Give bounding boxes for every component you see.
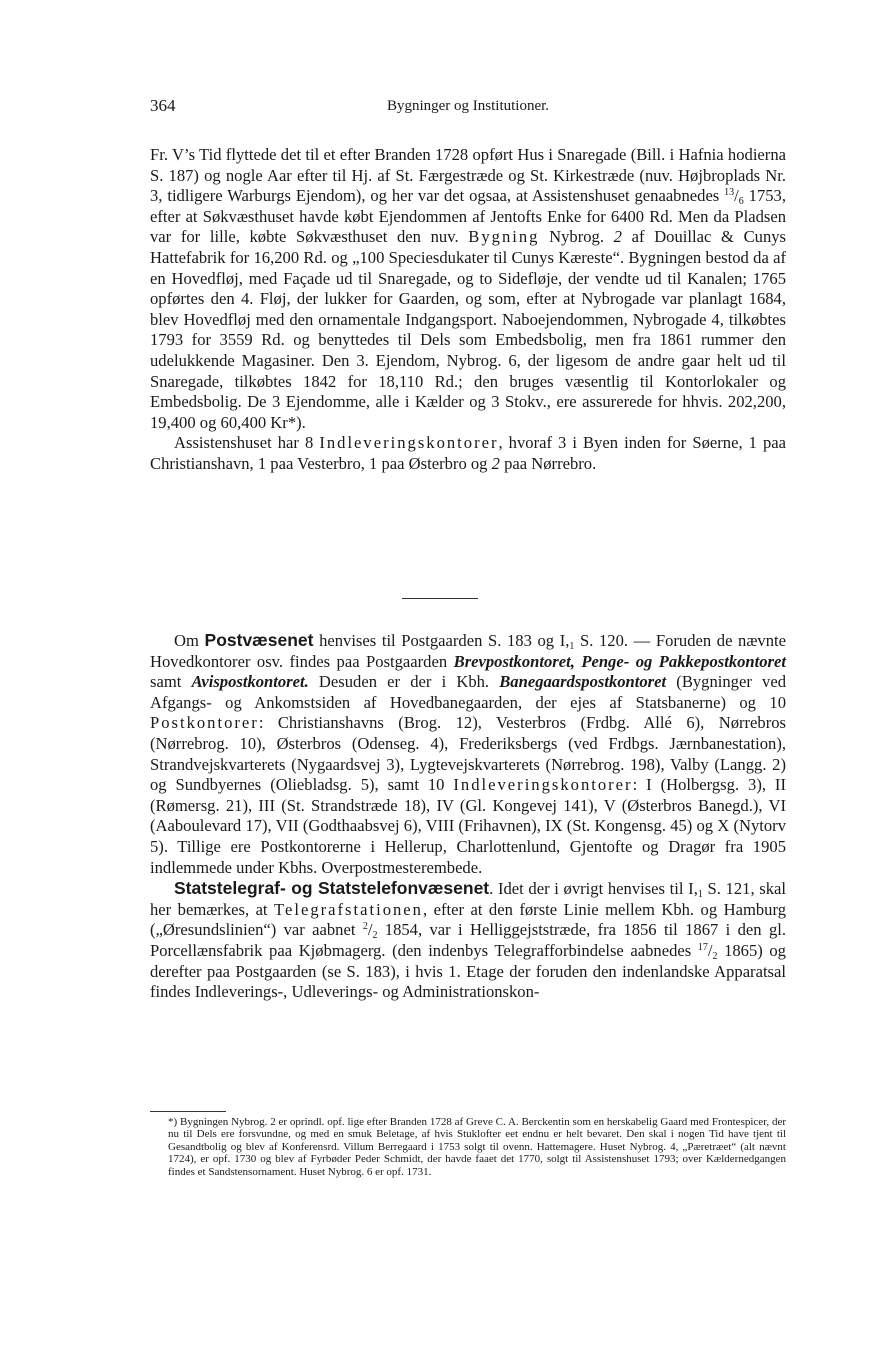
heading-postvaesenet: Postvæsenet: [204, 630, 314, 650]
section-postvaesenet: [150, 630, 786, 1003]
page-header: [150, 96, 786, 120]
section-assistenshuset: [150, 145, 786, 475]
footnote: [168, 1116, 786, 1178]
running-title: Bygninger og Institutioner.: [386, 98, 550, 114]
footnote-rule: [150, 1111, 226, 1112]
paragraph-indleveringskontorer: Assistenshuset har 8 Indleveringskontorer, hvoraf 3 i Byen inden for Søerne, 1 paa Christianshavn, 1 paa Vesterbro, 1 paa Østerbro og 2 paa Nørrebro.: [150, 433, 786, 473]
heading-telegrafvaesenet: Statstelegraf- og Statstelefonvæsenet: [174, 878, 490, 899]
footnote-text: *) Bygningen Nybrog. 2 er oprindl. opf. lige efter Branden 1728 af Greve C. A. Berckentin som en herskabelig Gaard med Frontespicer, der nu til Dels ere forsvundne, og med en smuk Beletage, af hvis Stuklofter eet endnu er helt bevaret. Den skal i nogen Tid have tjent til Gesandtbolig og blev af Konferensrd. Villum Berregaard i 1753 solgt til ovenn. Hattemagere. Huset Nybrog. 4, „Pæretræet“ (alt nævnt 1724), er opf. 1730 og blev af Fyrbøder Peder Schmidt, der havde faaet det 1770, solgt til Assistenshuset 1793; over Kældernedgangen findes et Sandstensornament. Huset Nybrog. 6 er opf. 1731.: [168, 1116, 786, 1178]
page-number: 364: [150, 96, 176, 115]
paragraph-assistenshuset-history: Fr. V’s Tid flyttede det til et efter Branden 1728 opført Hus i Snaregade (Bill. i Hafnia hodierna S. 187) og nogle Aar efter til Hj. af St. Færgestræde og St. Kirkestræde (nuv. Højbroplads Nr. 3, tidligere Warburgs Ejendom), og her var det ogsaa, at Assistenshuset genaabnedes $^{13}/_6$ 1753, efter at Søkvæsthuset havde købt Ejendommen af Jentofts Enke for 6400 Rd. Men da Pladsen var for lille, købte Søkvæsthuset den nuv. Bygning Nybrog. 2 af Douillac & Cunys Hattefabrik for 16,200 Rd. og „100 Speciesdukater til Cunys Kæreste“. Bygningen bestod da af en Hovedfløj, med Façade ud til Snaregade, og to Sidefløje, der vendte ud til Kanalen; 1765 opførtes den 4. Fløj, der lukker for Gaarden, og som, efter at Nybrogade var planlagt 1684, blev Hovedfløj med den ornamentale Indgangsport. Naboejendommen, Nybrogade 4, tilkøbtes 1793 for 3559 Rd. og benyttedes til Dels som Embedsbolig, men fra 1861 rummer den udelukkende Magasiner. Den 3. Ejendom, Nybrog. 6, der ligesom de andre gaar helt ud til Snaregade, tilkøbtes 1842 for 18,110 Rd.; den bruges væsentlig til Kontorlokaler og Embedsbolig. De 3 Ejendomme, alle i Kælder og 3 Stokv., ere assurerede for hhvis. 202,200, 19,400 og 60,400 Kr*).: [150, 145, 787, 432]
paragraph-postvaesenet: Om Postvæsenet henvises til Postgaarden S. 183 og $I,_1$ S. 120. — Foruden de nævnte Hovedkontorer osv. findes paa Postgaarden Brevpostkontoret, Penge- og Pakkepostkontoret samt Avispostkontoret. Desuden er der i Kbh. Banegaardspostkontoret (Bygninger ved Afgangs- og Ankomstsiden af Hovedbanegaarden, der ejes af Statsbanerne) og 10 Postkontorer: Christianshavns (Brog. 12), Vesterbros (Frdbg. Allé 6), Nørrebros (Nørrebrog. 10), Østerbros (Odenseg. 4), Frederiksbergs (ved Frdbgs. Jærnbanestation), Strandvejskvarterets (Nygaardsvej 3), Lygtevejskvarterets (Nørrebrog. 198), Valby (Langg. 2) og Sundbyernes (Oliebladsg. 5), samt 10 Indleveringskontorer: I (Holbergsg. 3), II (Rømersg. 21), III (St. Strandstræde 18), IV (Gl. Kongevej 141), V (Østerbros Banegd.), VI (Aaboulevard 17), VII (Godthaabsvej 6), VIII (Frihavnen), IX (St. Kongensg. 45) og X (Nytorv 5). Tillige ere Postkontorerne i Hellerup, Charlottenlund, Gjentofte og Dragør fra 1905 indlemmede under Kbhs. Overpostmesterembede.: [150, 630, 786, 877]
paragraph-telegrafvaesenet: Statstelegraf- og Statstelefonvæsenet. Idet der i øvrigt henvises til $I,_1$ S. 121, skal her bemærkes, at Telegrafstationen, efter at den første Linie mellem Kbh. og Hamburg („Øresundslinien“) var aabnet $^2/_2$ 1854, var i Helliggejststræde, fra 1856 til 1867 i den gl. Porcellænsfabrik paa Kjøbmagerg. (den indenbys Telegrafforbindelse aabnedes $^{17}/_2$ 1865) og derefter paa Postgaarden (se S. 183), i hvis 1. Etage der foruden den indenlandske Apparatsal findes Indleverings-, Udleverings- og Administrationskon-: [150, 878, 786, 1002]
section-divider: [402, 598, 478, 599]
